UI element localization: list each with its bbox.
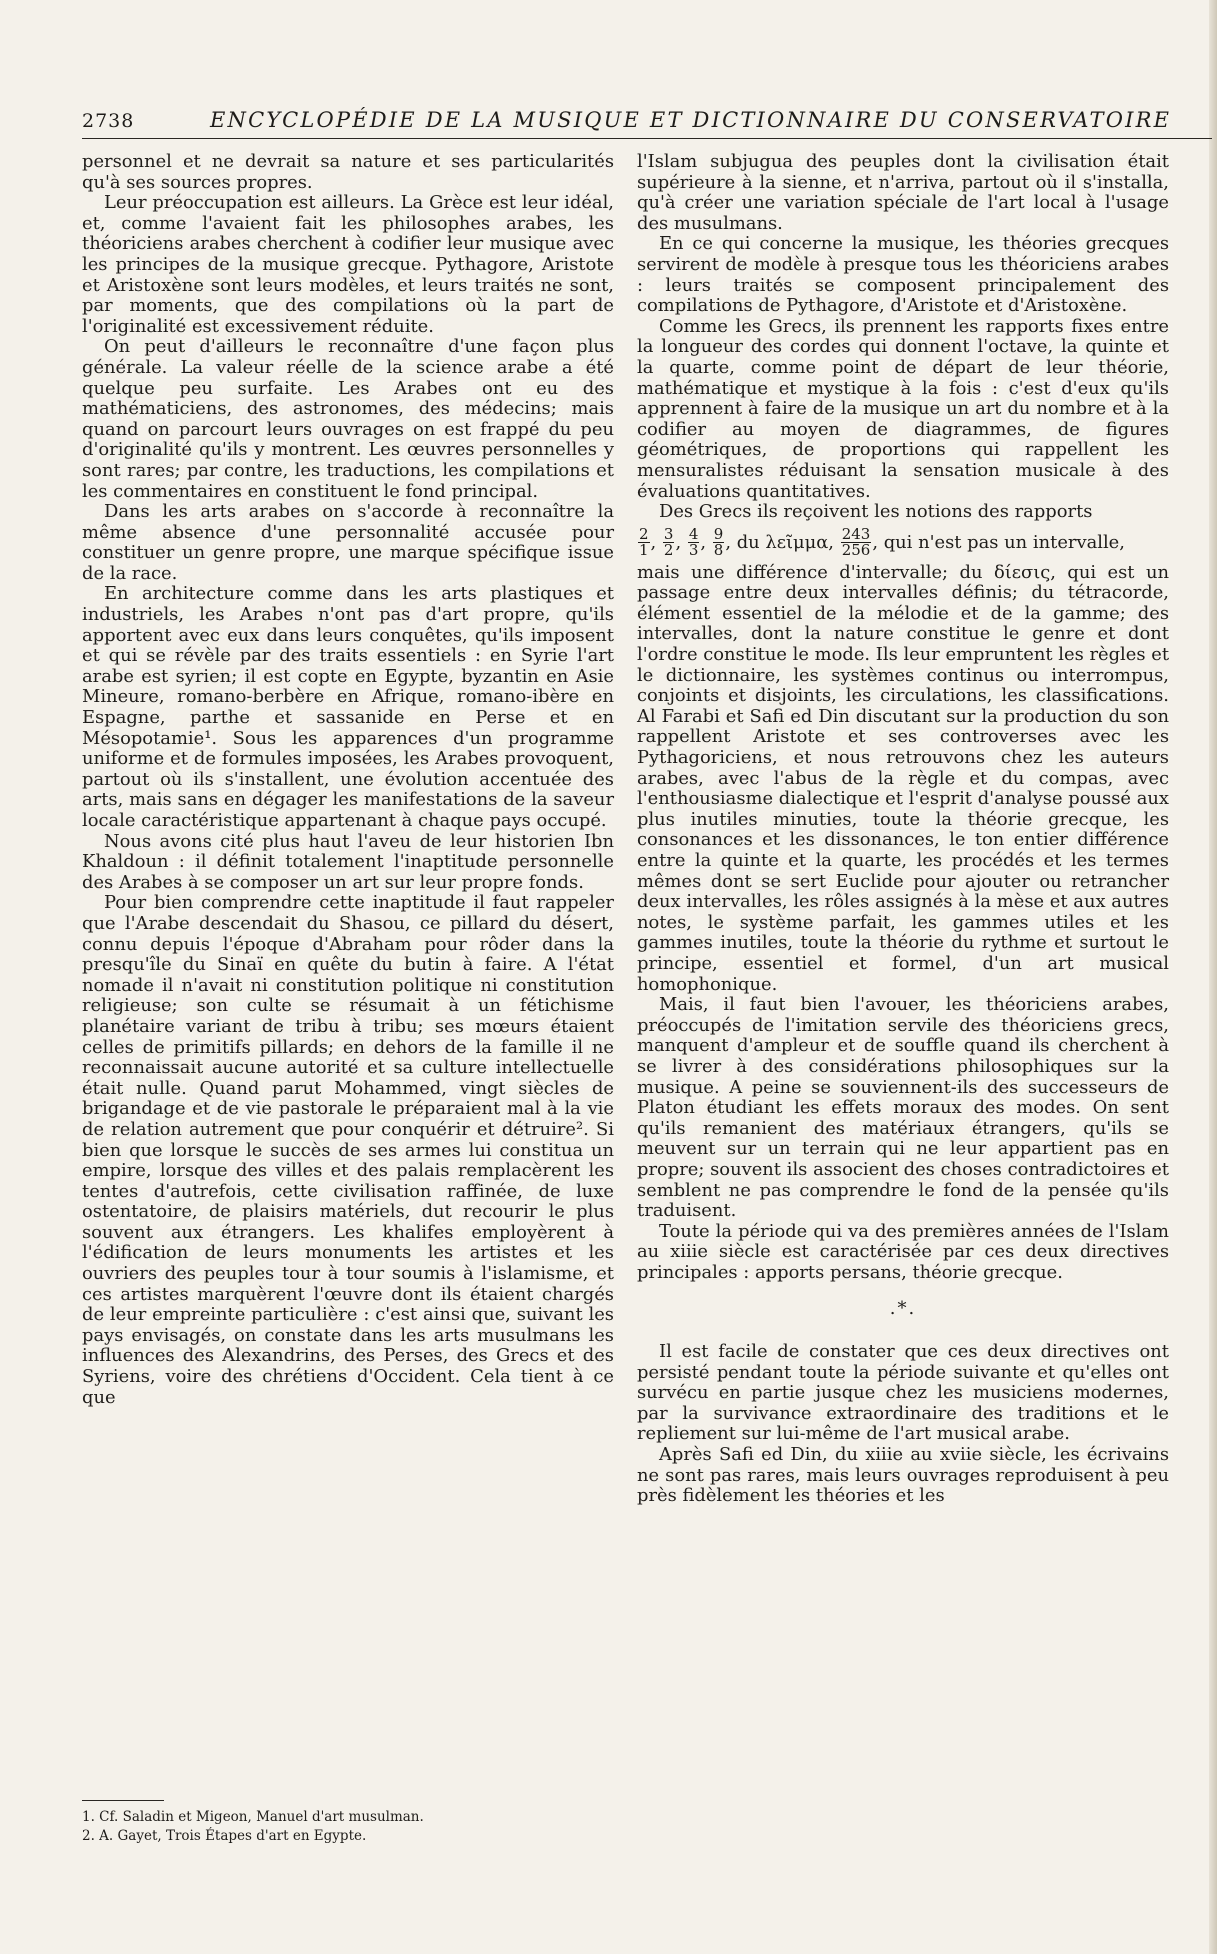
paragraph <box>637 502 1169 523</box>
numerator: 9 <box>713 525 724 544</box>
numerator: 243 <box>841 525 871 544</box>
paragraph-text: Des Grecs ils reçoivent les notions des rapports <box>659 501 1093 523</box>
paragraph: mais une différence d'intervalle; du δίεσις, qui est un passage entre deux intervalles définis; du tétracorde, élément essentiel de la mélodie et de la gamme; des intervalles, dont la nature constitue le genre et dont l'ordre constitue le mode. Ils leur empruntent les règles et le dictionnaire, les systèmes continus ou interrompus, conjoints et disjoints, les circulations, les classifications. Al Farabi et Safi ed Din discutant sur la production du son rappellent Aristote et ses controverses avec les Pythagoriciens, et nous retrouvons chez les auteurs arabes, avec l'abus de la règle et du compas, avec l'enthousiasme dialectique et l'esprit d'analyse poussé aux plus inutiles minuties, toute la théorie grecque, les consonances et les dissonances, le ton entier différence entre la quinte et la quarte, les procédés et les termes mêmes dont se sert Euclide pour ajouter ou retrancher deux intervalles, les rôles assignés à la mèse et aux autres notes, le système parfait, les gammes utiles et les gammes inutiles, toute la théorie du rythme et surtout le principe, essentiel et formel, d'un art musical homophonique. <box>637 561 1170 995</box>
paragraph: Après Safi ed Din, du xiiie au xviie siècle, les écrivains ne sont pas rares, mais leurs ouvrages reproduisent à peu près fidèlement les théories et les <box>637 1444 1169 1507</box>
paragraph: Toute la période qui va des premières années de l'Islam au xiiie siècle est caractérisée par ces deux directives principales : apports persans, théorie grecque. <box>637 1220 1169 1283</box>
paragraph: On peut d'ailleurs le reconnaître d'une façon plus générale. La valeur réelle de la science arabe a été quelque peu surfaite. Les Arabes ont eu des mathématiciens, des astronomes, des médecins; mais quand on parcourt leurs ouvrages on est frappé du peu d'originalité qu'ils y montrent. Les œuvres personnelles y sont rares; par contre, les traductions, les compilations et les commentaires en constituent le fond principal. <box>82 336 614 502</box>
paragraph: Nous avons cité plus haut l'aveu de leur historien Ibn Khaldoun : il définit totalement l'inaptitude personnelle des Arabes à se composer un art sur leur propre fonds. <box>82 830 614 893</box>
paragraph: personnel et ne devrait sa nature et ses particularités qu'à ses sources propres. <box>82 151 614 193</box>
paragraph: Pour bien comprendre cette inaptitude il faut rappeler que l'Arabe descendait du Shasou, ce pillard du désert, connu depuis l'époque d'Abraham pour rôder dans la presqu'île du Sinaï en quête du butin à faire. A l'état nomade il n'avait ni constitution politique ni constitution religieuse; son culte se résumait à un fétichisme planétaire variant de tribu à tribu; ses mœurs étaient celles de primitifs pillards; en dehors de la famille il ne reconnaissait aucune autorité et sa culture intellectuelle était nulle. Quand parut Mohammed, vingt siècles de brigandage et de vie pastorale le préparaient mal à la vie de relation autrement que pour conquérir et détruire². Si bien que lorsque le succès de ses armes lui constitua un empire, lorsque des villes et des palais remplacèrent les tentes d'autrefois, cette civilisation raffinée, de luxe ostentatoire, de plaisirs matériels, dut recourir le plus souvent aux étrangers. Les khalifes employèrent à l'édification de leurs monuments les artistes et les ouvriers des peuples tour à tour soumis à l'islamisme, et ces artistes marquèrent l'œuvre dont ils étaient chargés de leur empreinte particulière : c'est ainsi que, suivant les pays envisagés, on constate dans les arts musulmans les influences des Alexandrins, des Perses, des Grecs et des Syriens, voire des chrétiens d'Occident. Cela tient à ce que <box>82 892 614 1408</box>
ratio-fraction <box>688 527 700 558</box>
paragraph: l'Islam subjugua des peuples dont la civilisation était supérieure à la sienne, et n'arriva, partout où il s'installa, qu'à créer une variation spéciale de l'art local à l'usage des musulmans. <box>637 151 1169 234</box>
denominator: 3 <box>688 541 699 560</box>
right-column <box>637 152 1169 1507</box>
ratio-fraction <box>713 527 725 558</box>
numerator: 3 <box>663 525 674 544</box>
paragraph: Mais, il faut bien l'avouer, les théoriciens arabes, préoccupés de l'imitation servile des théoriciens grecs, manquent d'ampleur et de souffle quand ils cherchent à se livrer à des considérations philosophiques sur la musique. A peine se souviennent-ils des successeurs de Platon étudiant les effets moraux des modes. On sent qu'ils remanient des matériaux étrangers, qu'ils se meuvent sur un terrain qui ne leur appartient pas en propre; souvent ils associent des choses contradictoires et semblent ne pas comprendre le fond de la pensée qu'ils traduisent. <box>637 994 1169 1222</box>
paragraph: Dans les arts arabes on s'accorde à reconnaître la même absence d'une personnalité accusée pour constituer un genre propre, une marque spécifique issue de la race. <box>82 501 614 584</box>
paragraph: En architecture comme dans les arts plastiques et industriels, les Arabes n'ont pas d'art propre, qu'ils apportent avec eux dans leurs conquêtes, qu'ils imposent et qui se révèle par des traits essentiels : en Syrie l'art arabe est syrien; il est copte en Egypte, byzantin en Asie Mineure, romano-berbère en Afrique, romano-ibère en Espagne, parthe et sassanide en Perse et en Mésopotamie¹. Sous les apparences d'un programme uniforme et de formules imposées, les Arabes provoquent, partout où ils s'installent, une évolution accentuée des arts, mais sans en dégager les manifestations de la saveur locale caractéristique appartenant à chaque pays occupé. <box>82 583 614 831</box>
footnote: 1. Cf. Saladin et Migeon, Manuel d'art musulman. <box>82 1809 424 1825</box>
denominator: 1 <box>639 541 649 560</box>
page-number: 2738 <box>82 110 135 132</box>
paragraph: Il est facile de constater que ces deux directives ont persisté pendant toute la période suivante et qu'elles ont survécu en partie jusque chez les musiciens modernes, par la survivance extraordinaire des traditions et le repliement sur lui-même de l'art musical arabe. <box>637 1341 1169 1445</box>
denominator: 2 <box>663 541 674 560</box>
paragraph: En ce qui concerne la musique, les théories grecques servirent de modèle à presque tous les théoriciens arabes : leurs traités se composent principalement des compilations de Pythagore, d'Aristote et d'Aristoxène. <box>637 233 1169 317</box>
denominator: 256 <box>841 541 871 560</box>
page-edge <box>1209 0 1217 1954</box>
paragraph: Comme les Grecs, ils prennent les rapports fixes entre la longueur des cordes qui donnent l'octave, la quinte et la quarte, comme point de départ de leur théorie, mathématique et mystique à la fois : c'est d'eux qu'ils apprennent à faire de la musique un art du nombre et à la codifier au moyen de diagrammes, de figures géométriques, de proportions qui rappellent les mensuralistes réduisant la sensation musicale à des évaluations quantitatives. <box>637 315 1169 502</box>
page-header <box>82 104 1212 139</box>
footnote-rule <box>82 1800 164 1801</box>
running-title: ENCYCLOPÉDIE DE LA MUSIQUE ET DICTIONNAIRE DU CONSERVATOIRE <box>210 108 1172 132</box>
ratio-fraction <box>663 527 675 558</box>
footnotes <box>82 1808 614 1846</box>
section-dinkus: .*. <box>889 1298 917 1320</box>
limma-fraction <box>841 527 872 558</box>
ratio-line: $\frac{2}{1}$ , $\frac{3}{2}$ , $\frac{4}{3}$ , $\frac{9}{8}$ , du λεῖμμα, $\frac{243}{256}$ , qui n'est pas un intervalle, <box>639 525 1125 560</box>
denominator: 8 <box>713 541 724 560</box>
numerator: 2 <box>639 525 649 544</box>
numerator: 4 <box>688 525 699 544</box>
footnote: 2. A. Gayet, Trois Étapes d'art en Egypte. <box>82 1828 367 1844</box>
limma-prefix: du λεῖμμα, <box>736 531 834 553</box>
paragraph: Leur préoccupation est ailleurs. La Grèce est leur idéal, et, comme l'avaient fait les philosophes arabes, les théoriciens arabes cherchent à codifier leur musique avec les principes de la musique grecque. Pythagore, Aristote et Aristoxène sont leurs modèles, et leurs traités ne sont, par moments, que des compilations où la part de l'originalité est excessivement réduite. <box>82 192 614 337</box>
left-column <box>82 152 614 1408</box>
ratio-fraction <box>638 527 650 558</box>
limma-suffix: qui n'est pas un intervalle, <box>883 531 1125 553</box>
